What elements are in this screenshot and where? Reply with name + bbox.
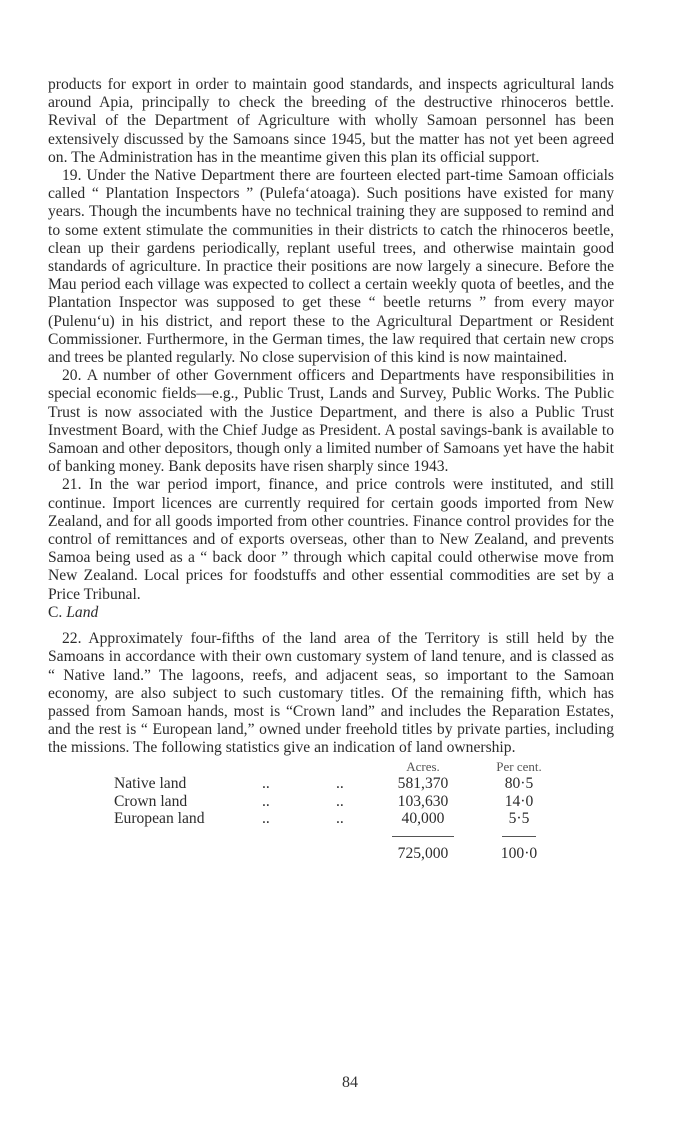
- row-label: Native land: [114, 775, 187, 793]
- leader-dots: ..: [336, 775, 344, 793]
- document-body: [48, 76, 614, 863]
- table-row: [114, 793, 554, 811]
- total-acres: 725,000: [397, 845, 449, 863]
- total-rule: [392, 836, 454, 837]
- leader-dots: ..: [262, 775, 270, 793]
- table-header-row: [114, 758, 554, 776]
- leader-dots: ..: [336, 810, 344, 828]
- total-percent: 100·0: [500, 845, 538, 863]
- leader-dots: ..: [262, 792, 270, 810]
- row-label: Crown land: [114, 792, 188, 810]
- row-percent: 5·5: [508, 810, 530, 828]
- row-acres: 40,000: [401, 810, 445, 828]
- paragraph-21: 21. In the war period import, finance, and price controls were instituted, and still continue. Import licences are currently required for certain goods imported from New Zealand, and for all goods imported from other countries. Finance control provides for the control of remittances and of exports overseas, other than to New Zealand, and prevents Samoa being used as a “ back door ” through which capital could otherwise move from New Zealand. Local prices for foodstuffs and other essential commodities are set by a Price Tribunal.: [48, 476, 614, 603]
- acres-header: Acres.: [406, 758, 440, 774]
- page-number: 84: [342, 1074, 358, 1091]
- land-statistics-table: [114, 758, 554, 863]
- section-title: Land: [66, 603, 99, 621]
- row-acres: 103,630: [397, 792, 449, 810]
- row-percent: 14·0: [504, 792, 534, 810]
- leader-dots: ..: [262, 810, 270, 828]
- total-row: [114, 845, 554, 863]
- table-row: [114, 810, 554, 828]
- leader-dots: ..: [336, 792, 344, 810]
- rule-row: [114, 828, 554, 846]
- total-rule: [502, 836, 536, 837]
- section-letter: C.: [48, 603, 63, 621]
- percent-header: Per cent.: [496, 758, 542, 774]
- paragraph-20: 20. A number of other Government officers and Departments have responsibilities in special economic fields—e.g., Public Trust, Lands and Survey, Public Works. The Public Trust is now associated with the Justice Department, and there is also a Public Trust Investment Board, with the Chief Judge as President. A postal savings-bank is available to Samoan and other depositors, though only a limited number of Samoans yet have the habit of banking money. Bank deposits have risen sharply since 1943.: [48, 367, 614, 476]
- row-acres: 581,370: [397, 775, 449, 793]
- paragraph-continued: products for export in order to maintain good standards, and inspects agricultural lands around Apia, principally to check the breeding of the destructive rhinoceros bettle. Revival of the Department of Agriculture with wholly Samoan personnel has been extensively discussed by the Samoans since 1945, but the matter has not yet been agreed on. The Administration has in the meantime given this plan its official support.: [48, 76, 614, 166]
- paragraph-22: 22. Approximately four-fifths of the land area of the Territory is still held by the Samoans in accordance with their own customary system of land tenure, and is classed as “ Native land.” The lagoons, reefs, and adjacent seas, so important to the Samoan economy, are also subject to such customary titles. Of the remaining fifth, which has passed from Samoan hands, most is “Crown land” and includes the Reparation Estates, and the rest is “ European land,” owned under freehold titles by private parties, including the missions. The following statistics give an indication of land ownership.: [48, 630, 614, 757]
- paragraph-19: 19. Under the Native Department there are fourteen elected part-time Samoan officials called “ Plantation Inspectors ” (Pulefa‘atoaga). Such positions have existed for many years. Though the incumbents have no technical training they are supposed to remind and to some extent stimulate the communities in their districts to catch the rhinoceros beetle, clean up their gardens periodically, replant useful trees, and otherwise maintain good standards of agriculture. In practice their positions are now largely a sinecure. Before the Mau period each village was expected to collect a certain weekly quota of beetles, and the Plantation Inspector was supposed to get these “ beetle returns ” from every mayor (Pulenu‘u) in his district, and report these to the Agricultural Department or Resident Commissioner. Furthermore, in the German times, the law required that certain new crops and trees be planted regularly. No close supervision of this kind is now maintained.: [48, 167, 614, 367]
- row-label: European land: [114, 810, 205, 828]
- table-row: [114, 775, 554, 793]
- section-heading: [48, 604, 614, 622]
- row-percent: 80·5: [504, 775, 534, 793]
